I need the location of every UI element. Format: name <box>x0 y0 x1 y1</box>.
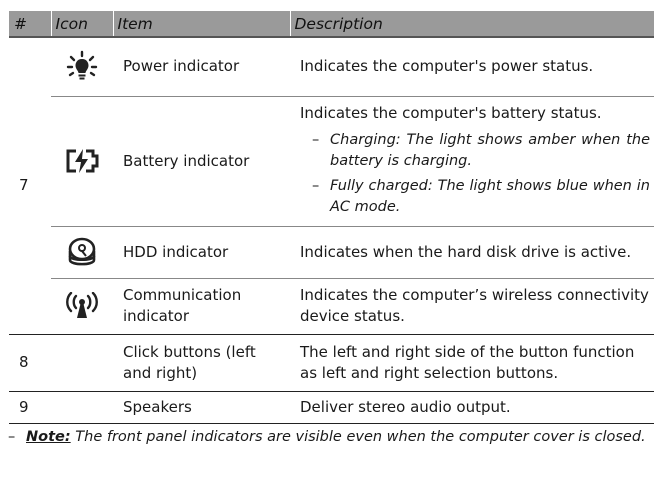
hdd-icon <box>51 226 113 278</box>
battery-charging-icon <box>51 96 113 226</box>
item-battery: Battery indicator <box>113 96 290 226</box>
desc-speakers: Deliver stereo audio output. <box>290 391 654 423</box>
dash-mark: – <box>312 177 320 194</box>
indicator-table <box>9 11 654 424</box>
table-row <box>9 37 654 96</box>
item-communication: Communication indicator <box>113 278 290 334</box>
table-row <box>9 334 654 391</box>
empty-icon-cell <box>51 391 113 423</box>
row-number: 9 <box>9 391 51 423</box>
table-header-row <box>9 11 654 37</box>
header-description: Description <box>290 11 654 37</box>
note-text: The front panel indicators are visible even when the computer cover is closed. <box>70 429 646 445</box>
table-row <box>9 391 654 423</box>
list-item <box>300 176 650 218</box>
front-panel-note <box>8 427 654 448</box>
desc-click-buttons: The left and right side of the button function as left and right selection buttons. <box>290 334 654 391</box>
table-row <box>9 226 654 278</box>
dash-mark: – <box>312 131 320 148</box>
desc-power: Indicates the computer's power status. <box>290 37 654 96</box>
wireless-icon <box>51 278 113 334</box>
desc-communication: Indicates the computer’s wireless connectivity device status. <box>290 278 654 334</box>
battery-status-list <box>300 130 650 218</box>
item-hdd: HDD indicator <box>113 226 290 278</box>
table-row <box>9 96 654 226</box>
item-click-buttons: Click buttons (left and right) <box>113 334 290 391</box>
header-num: # <box>9 11 51 37</box>
row-number: 7 <box>9 37 51 334</box>
empty-icon-cell <box>51 334 113 391</box>
desc-hdd: Indicates when the hard disk drive is active. <box>290 226 654 278</box>
row-number: 8 <box>9 334 51 391</box>
list-item <box>300 130 650 172</box>
header-item: Item <box>113 11 290 37</box>
battery-charging-text: Charging: The light shows amber when the battery is charging. <box>330 131 650 169</box>
item-speakers: Speakers <box>113 391 290 423</box>
item-power: Power indicator <box>113 37 290 96</box>
note-label: Note: <box>26 429 71 445</box>
power-icon <box>51 37 113 96</box>
desc-battery-main: Indicates the computer's battery status. <box>300 103 602 122</box>
table-row <box>9 278 654 334</box>
battery-full-text: Fully charged: The light shows blue when in AC mode. <box>330 177 650 215</box>
note-dash: – <box>8 429 16 445</box>
header-icon: Icon <box>51 11 113 37</box>
desc-battery <box>290 96 654 226</box>
